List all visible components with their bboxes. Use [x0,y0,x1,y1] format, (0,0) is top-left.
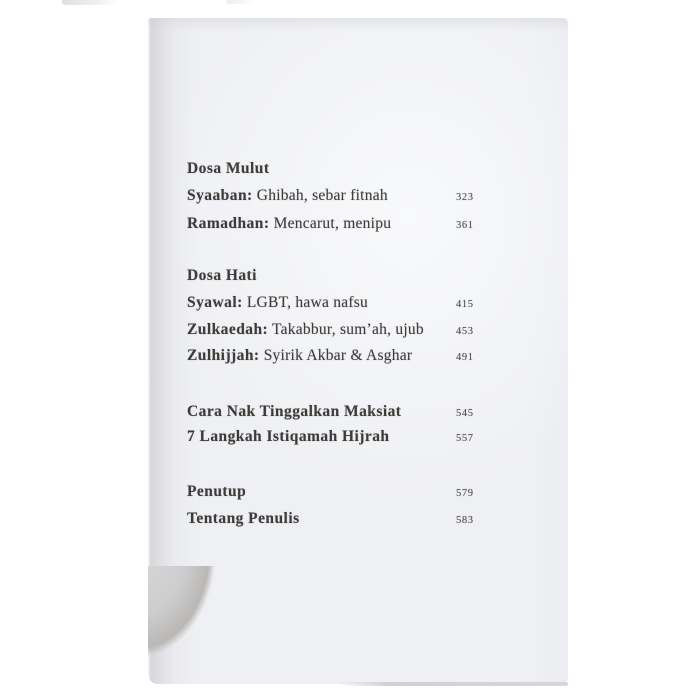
toc-entry-page-number: 361 [456,219,474,231]
toc-entry-penutup [187,484,567,502]
toc-heading-text: Dosa Mulut [187,160,270,177]
toc-entry-page-number: 579 [456,487,474,499]
toc-entry-chapter: Zulkaedah: [187,321,269,338]
toc-entry-page-number: 323 [456,191,474,203]
toc-entry-chapter: Ramadhan: [187,215,270,232]
toc-section-heading-dosa-hati [187,268,567,286]
toc-section-heading-dosa-mulut [187,161,567,179]
page-bottom-edge-shadow [338,682,568,686]
toc-entry-chapter: 7 Langkah Istiqamah Hijrah [187,428,390,445]
toc-entry-cara-nak-tinggalkan-maksiat [187,404,567,422]
toc-entry-chapter: Zulhijjah: [187,347,260,364]
toc-entry-page-number: 453 [456,325,474,337]
toc-entry-subtitle: Mencarut, menipu [269,215,392,232]
toc-entry-page-number: 583 [456,514,474,526]
book-page [148,18,568,684]
page-curl-shadow [148,566,230,688]
toc-entry-7-langkah-istiqamah-hijrah [187,429,567,447]
toc-entry-subtitle: Takabbur, sum’ah, ujub [268,321,424,338]
toc-entry-zulkaedah [187,322,567,340]
toc-entry-chapter: Tentang Penulis [187,510,300,527]
toc-entry-chapter: Syawal: [187,294,243,311]
toc-entry-subtitle: LGBT, hawa nafsu [242,294,369,311]
toc-entry-page-number: 545 [456,407,474,419]
toc-entry-subtitle: Ghibah, sebar fitnah [252,187,388,204]
toc-entry-chapter: Syaaban: [187,187,253,204]
toc-entry-syawal [187,295,567,313]
photo-artifact-top-center [226,0,258,4]
toc-entry-tentang-penulis [187,511,567,529]
toc-heading-text: Dosa Hati [187,267,257,284]
photo-artifact-top-left [62,0,118,5]
toc-entry-page-number: 491 [456,351,474,363]
toc-entry-page-number: 415 [456,298,474,310]
toc-entry-zulhijjah [187,348,567,366]
toc-entry-ramadhan [187,216,567,234]
toc-entry-syaaban [187,188,567,206]
toc-entry-chapter: Cara Nak Tinggalkan Maksiat [187,403,402,420]
toc-entry-subtitle: Syirik Akbar & Asghar [259,347,413,364]
toc-entry-page-number: 557 [456,432,474,444]
toc-entry-chapter: Penutup [187,483,247,500]
